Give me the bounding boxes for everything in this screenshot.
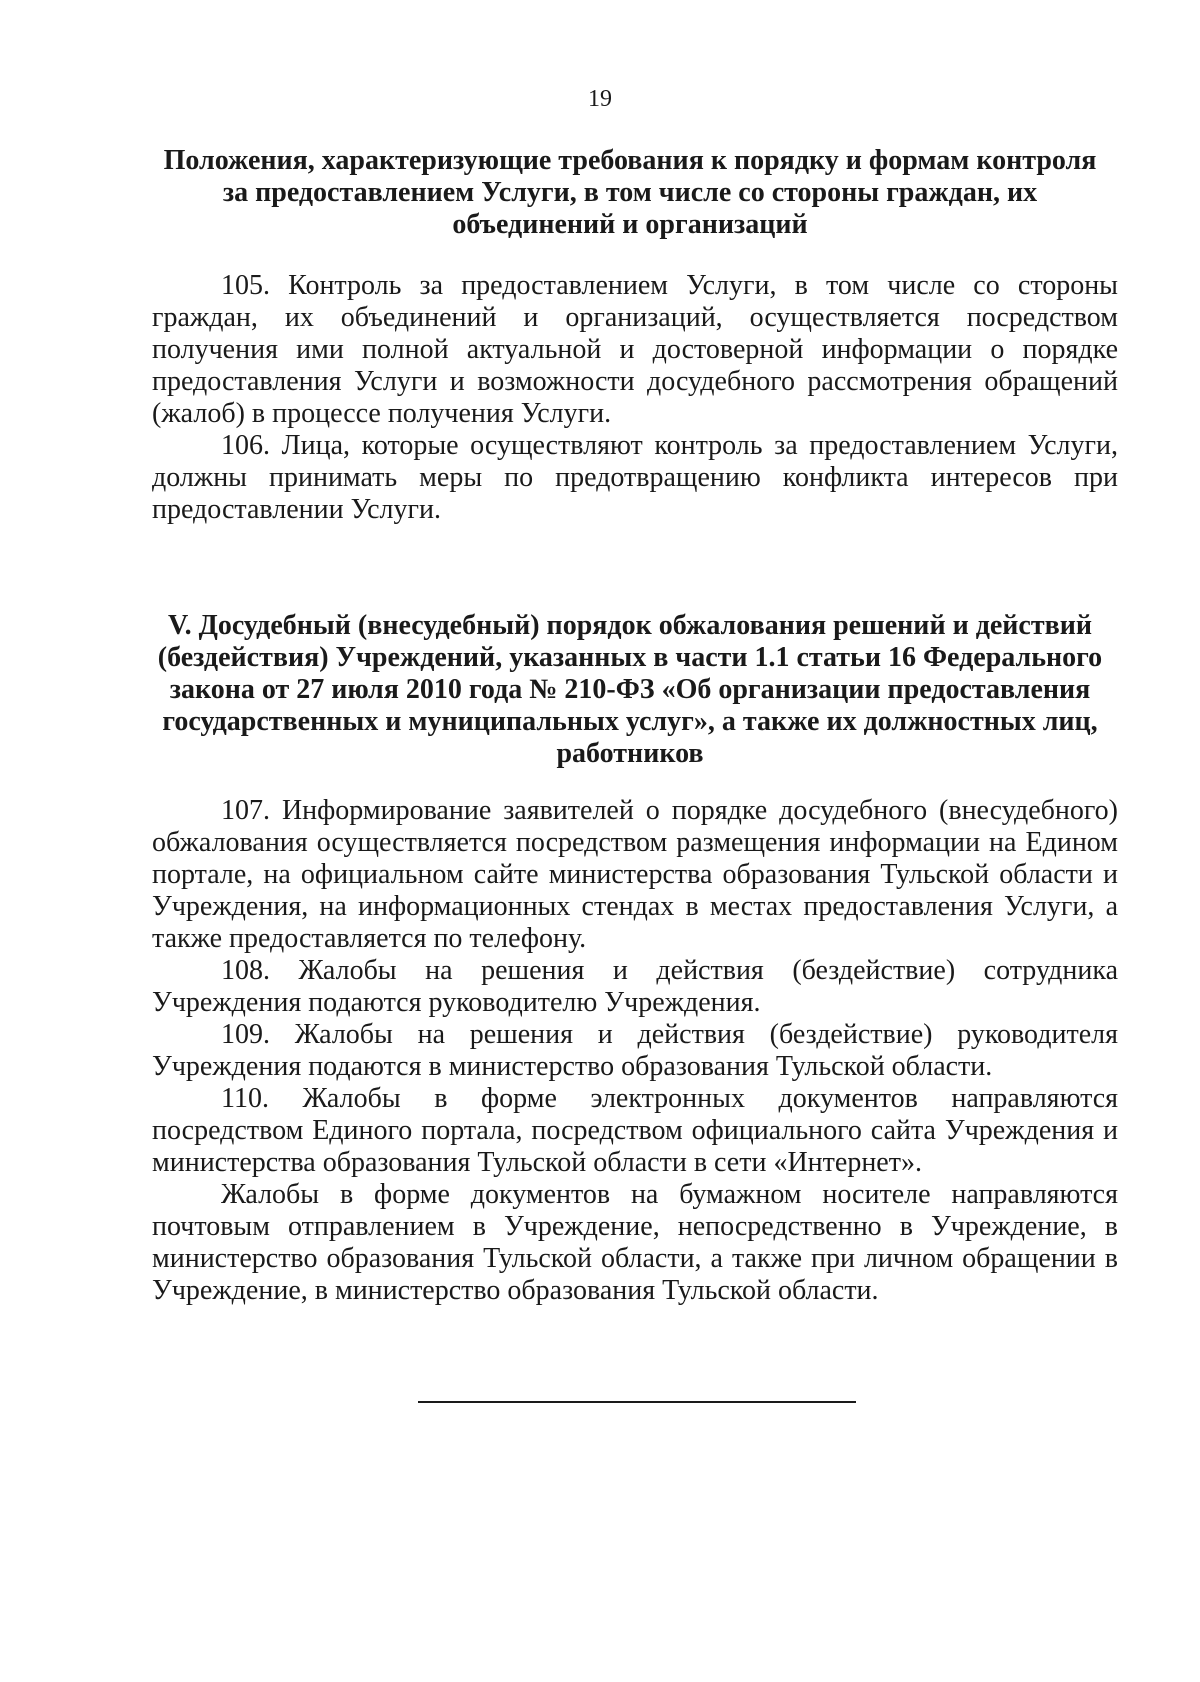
text-line: 109. Жалобы на решения и действия (бездействие) руководителя (221, 1019, 1118, 1050)
heading-line: Положения, характеризующие требования к порядку и формам контроля (163, 145, 1097, 176)
heading-line: государственных и муниципальных услуг», а также их должностных лиц, (162, 706, 1098, 737)
page-number: 19 (588, 86, 612, 112)
text-line: должны принимать меры по предотвращению конфликта интересов при (152, 462, 1118, 493)
heading-line: (бездействия) Учреждений, указанных в части 1.1 статьи 16 Федерального (157, 642, 1103, 673)
text-line: 107. Информирование заявителей о порядке досудебного (внесудебного) (221, 795, 1118, 826)
heading-line: объединений и организаций (452, 209, 808, 240)
paragraph-106 (152, 430, 1118, 526)
heading-line: закона от 27 июля 2010 года № 210-ФЗ «Об организации предоставления (169, 674, 1091, 705)
paragraph-110 (152, 1083, 1118, 1179)
text-line: предоставлении Услуги. (152, 494, 441, 525)
heading-line: за предоставлением Услуги, в том числе со стороны граждан, их (222, 177, 1038, 208)
text-line: Учреждения подаются руководителю Учреждения. (152, 987, 761, 1018)
text-line: Учреждение, в министерство образования Тульской области. (152, 1275, 879, 1306)
paragraph-paper-complaints (152, 1179, 1118, 1307)
text-line: получения ими полной актуальной и достоверной информации о порядке (152, 334, 1118, 365)
text-line: 106. Лица, которые осуществляют контроль за предоставлением Услуги, (221, 430, 1118, 461)
paragraph-109 (152, 1019, 1118, 1083)
text-line: портале, на официальном сайте министерства образования Тульской области и (152, 859, 1118, 890)
end-of-document-rule (418, 1401, 856, 1403)
text-line: граждан, их объединений и организаций, осуществляется посредством (152, 302, 1118, 333)
paragraph-105 (152, 270, 1118, 430)
text-line: предоставления Услуги и возможности досудебного рассмотрения обращений (152, 366, 1118, 397)
section-heading-control (150, 145, 1110, 241)
heading-line: V. Досудебный (внесудебный) порядок обжалования решений и действий (167, 610, 1092, 641)
text-line: Жалобы в форме документов на бумажном носителе направляются (221, 1179, 1118, 1210)
text-line: посредством Единого портала, посредством официального сайта Учреждения и (152, 1115, 1118, 1146)
text-line: 110. Жалобы в форме электронных документов направляются (221, 1083, 1118, 1114)
text-line: обжалования осуществляется посредством размещения информации на Едином (152, 827, 1118, 858)
text-line: министерство образования Тульской области, а также при личном обращении в (152, 1243, 1118, 1274)
text-line: министерства образования Тульской области в сети «Интернет». (152, 1147, 922, 1178)
text-line: Учреждения подаются в министерство образования Тульской области. (152, 1051, 993, 1082)
text-line: также предоставляется по телефону. (152, 923, 587, 954)
text-line: Учреждения, на информационных стендах в местах предоставления Услуги, а (152, 891, 1118, 922)
text-line: (жалоб) в процессе получения Услуги. (152, 398, 612, 429)
paragraph-107 (152, 795, 1118, 955)
text-line: 105. Контроль за предоставлением Услуги, в том числе со стороны (221, 270, 1118, 301)
section-heading-appeal (150, 610, 1110, 770)
text-line: 108. Жалобы на решения и действия (бездействие) сотрудника (221, 955, 1118, 986)
heading-line: работников (556, 738, 704, 769)
paragraph-108 (152, 955, 1118, 1019)
text-line: почтовым отправлением в Учреждение, непосредственно в Учреждение, в (152, 1211, 1118, 1242)
